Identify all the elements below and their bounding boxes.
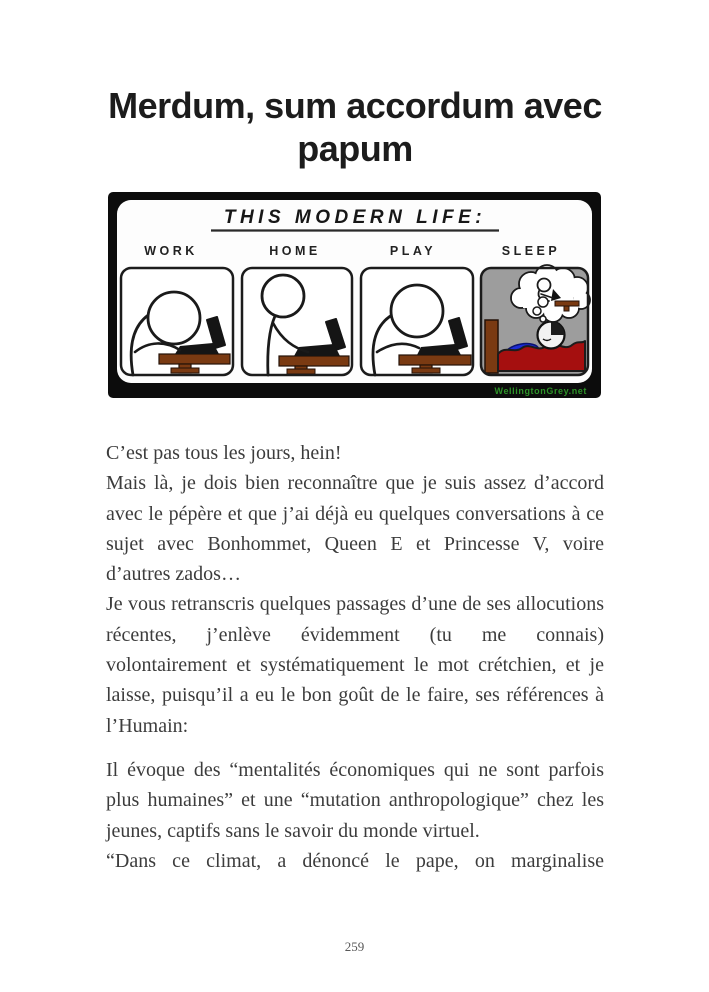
headboard (485, 320, 498, 373)
panel-label-work: WORK (144, 244, 198, 258)
page-number: 259 (344, 939, 365, 954)
desk-foot (171, 368, 199, 373)
figure-head (262, 275, 304, 317)
comic-svg (108, 192, 601, 398)
panel-work (121, 268, 233, 375)
article-body (106, 438, 604, 876)
dream-figure-head (538, 279, 551, 292)
page-title: Merdum, sum accordum avec papum (108, 85, 602, 169)
panel-play (361, 268, 473, 375)
dream-desk-leg (564, 306, 569, 311)
figure-head (391, 285, 443, 337)
panel-home (242, 268, 352, 375)
comic-title: THIS MODERN LIFE: (223, 207, 487, 228)
paragraph-5: “Dans ce climat, a dénoncé le pape, on marginalise (106, 849, 604, 872)
desk-foot (412, 368, 440, 373)
figure-head (148, 292, 200, 344)
dream-desk (555, 301, 579, 306)
panel-label-home: HOME (269, 244, 321, 258)
paragraph-2: Mais là, je dois bien reconnaître que je suis assez d’accord avec le pépère et que j’ai déjà eu quelques conversations à ce sujet avec Bonhommet, Queen E et Princesse V, voire d’autres zados… (106, 472, 604, 586)
comic-image (108, 192, 601, 398)
desk (279, 356, 349, 366)
panel-label-play: PLAY (389, 244, 437, 258)
desk-foot (287, 369, 315, 374)
paragraph-4: Il évoque des “mentalités économiques qui ne sont parfois plus humaines” et une “mutation anthropologique” chez les jeunes, captifs sans le savoir du monde virtuel. (106, 758, 604, 842)
paragraph-1: C’est pas tous les jours, hein! (106, 442, 342, 464)
paragraph-3: Je vous retranscris quelques passages d’une de ses allocutions récentes, j’enlève évidemment (tu me connais) volontairement et systématiquement le mot crétchien, et je laisse, puisqu’il a eu le bon goût de le faire, ses références à l’Humain: (106, 593, 604, 737)
desk (159, 354, 230, 364)
panel-label-sleep: SLEEP (501, 244, 561, 258)
watermark-text: WellingtonGrey.net (494, 386, 587, 396)
panel-sleep (481, 265, 590, 375)
desk (399, 355, 471, 365)
